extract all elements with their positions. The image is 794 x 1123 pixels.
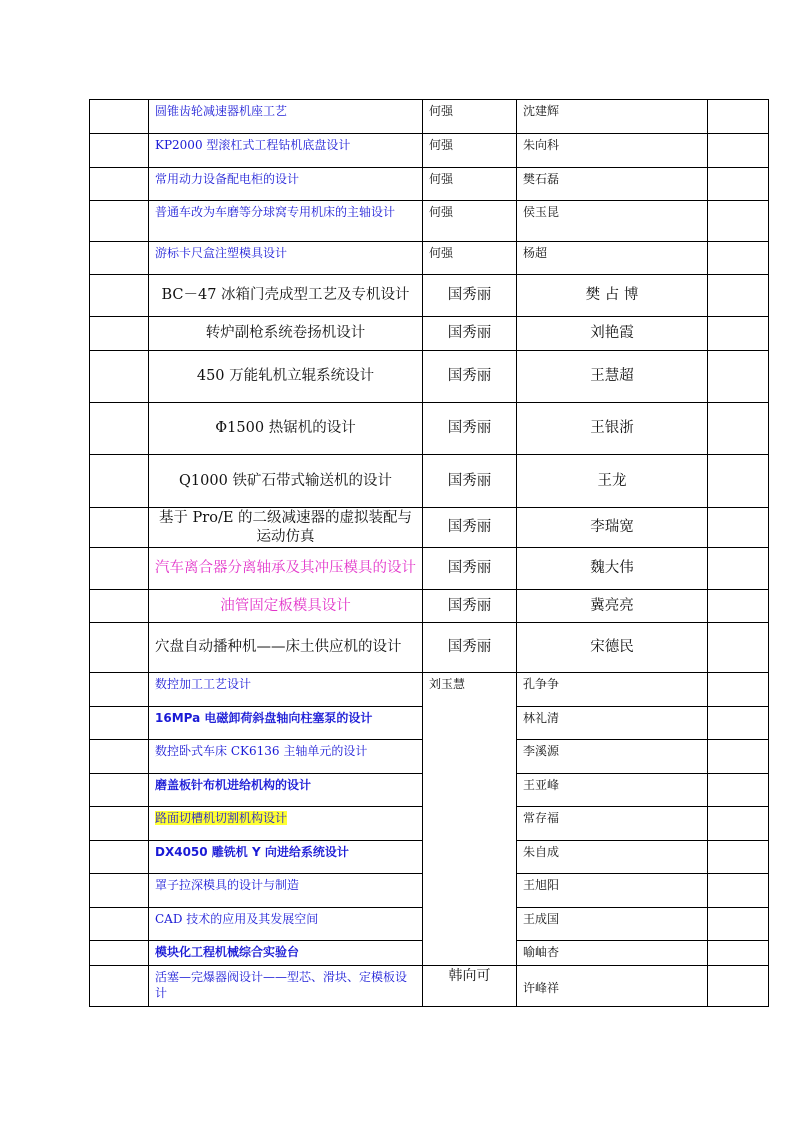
index-cell	[90, 351, 149, 403]
advisor-cell: 何强	[423, 242, 517, 275]
index-cell	[90, 317, 149, 351]
student-cell: 刘艳霞	[517, 317, 708, 351]
table-row	[90, 134, 769, 168]
title-cell: 油管固定板模具设计	[149, 590, 423, 623]
title-cell: 汽车离合器分离轴承及其冲压模具的设计	[149, 548, 423, 590]
advisor-cell: 何强	[423, 168, 517, 201]
advisor-cell: 何强	[423, 201, 517, 242]
index-cell	[90, 908, 149, 941]
advisor-cell: 刘玉慧	[423, 673, 517, 966]
advisor-cell: 国秀丽	[423, 403, 517, 455]
remark-cell	[708, 740, 769, 774]
index-cell	[90, 134, 149, 168]
student-cell: 许峰祥	[517, 966, 708, 1007]
thesis-topic-table	[89, 99, 769, 1007]
advisor-cell: 国秀丽	[423, 548, 517, 590]
index-cell	[90, 403, 149, 455]
student-cell: 王银浙	[517, 403, 708, 455]
title-cell: 穴盘自动播种机——床土供应机的设计	[149, 623, 423, 673]
advisor-cell: 国秀丽	[423, 455, 517, 508]
index-cell	[90, 168, 149, 201]
student-cell: 喻岫杏	[517, 941, 708, 966]
title-cell: 活塞—完爆器阀设计——型芯、滑块、定模板设计	[149, 966, 423, 1007]
advisor-cell: 国秀丽	[423, 317, 517, 351]
index-cell	[90, 874, 149, 908]
title-cell: BC－47 冰箱门壳成型工艺及专机设计	[149, 275, 423, 317]
student-cell: 朱向科	[517, 134, 708, 168]
index-cell	[90, 707, 149, 740]
title-cell: Q1000 铁矿石带式输送机的设计	[149, 455, 423, 508]
title-cell: DX4050 雕铣机 Y 向进给系统设计	[149, 841, 423, 874]
advisor-cell: 何强	[423, 100, 517, 134]
student-cell: 王龙	[517, 455, 708, 508]
student-cell: 王亚峰	[517, 774, 708, 807]
advisor-cell: 何强	[423, 134, 517, 168]
index-cell	[90, 455, 149, 508]
remark-cell	[708, 275, 769, 317]
remark-cell	[708, 100, 769, 134]
remark-cell	[708, 168, 769, 201]
title-cell: KP2000 型滚杠式工程钻机底盘设计	[149, 134, 423, 168]
title-cell: 16MPa 电磁卸荷斜盘轴向柱塞泵的设计	[149, 707, 423, 740]
remark-cell	[708, 841, 769, 874]
title-cell: 常用动力设备配电柜的设计	[149, 168, 423, 201]
student-cell: 宋德民	[517, 623, 708, 673]
index-cell	[90, 623, 149, 673]
remark-cell	[708, 807, 769, 841]
title-cell: 磨盖板针布机进给机构的设计	[149, 774, 423, 807]
table-row	[90, 455, 769, 508]
title-cell: 普通车改为车磨等分球窝专用机床的主轴设计	[149, 201, 423, 242]
index-cell	[90, 807, 149, 841]
index-cell	[90, 242, 149, 275]
index-cell	[90, 508, 149, 548]
advisor-cell: 国秀丽	[423, 623, 517, 673]
index-cell	[90, 590, 149, 623]
table-row	[90, 242, 769, 275]
title-cell: 模块化工程机械综合实验台	[149, 941, 423, 966]
table-row	[90, 508, 769, 548]
remark-cell	[708, 351, 769, 403]
remark-cell	[708, 403, 769, 455]
student-cell: 沈建辉	[517, 100, 708, 134]
remark-cell	[708, 242, 769, 275]
remark-cell	[708, 317, 769, 351]
title-cell: 游标卡尺盒注塑模具设计	[149, 242, 423, 275]
table-row	[90, 100, 769, 134]
index-cell	[90, 201, 149, 242]
student-cell: 朱自成	[517, 841, 708, 874]
remark-cell	[708, 590, 769, 623]
remark-cell	[708, 623, 769, 673]
highlighted-title: 路面切槽机切割机构设计	[155, 811, 288, 825]
remark-cell	[708, 908, 769, 941]
table-row	[90, 590, 769, 623]
student-cell: 樊石磊	[517, 168, 708, 201]
student-cell: 樊 占 博	[517, 275, 708, 317]
table-row	[90, 673, 769, 707]
student-cell: 杨超	[517, 242, 708, 275]
table-row	[90, 275, 769, 317]
title-cell: CAD 技术的应用及其发展空间	[149, 908, 423, 941]
remark-cell	[708, 874, 769, 908]
title-cell: Φ1500 热锯机的设计	[149, 403, 423, 455]
remark-cell	[708, 455, 769, 508]
table-row	[90, 966, 769, 1007]
title-cell: 圆锥齿轮减速器机座工艺	[149, 100, 423, 134]
title-cell: 基于 Pro/E 的二级减速器的虚拟装配与运动仿真	[149, 508, 423, 548]
student-cell: 侯玉昆	[517, 201, 708, 242]
student-cell: 林礼清	[517, 707, 708, 740]
remark-cell	[708, 134, 769, 168]
title-cell: 转炉副枪系统卷扬机设计	[149, 317, 423, 351]
remark-cell	[708, 966, 769, 1007]
student-cell: 李瑞宽	[517, 508, 708, 548]
student-cell: 魏大伟	[517, 548, 708, 590]
remark-cell	[708, 201, 769, 242]
remark-cell	[708, 548, 769, 590]
index-cell	[90, 673, 149, 707]
remark-cell	[708, 707, 769, 740]
title-cell: 450 万能轧机立辊系统设计	[149, 351, 423, 403]
advisor-cell: 国秀丽	[423, 590, 517, 623]
title-cell	[149, 807, 423, 841]
remark-cell	[708, 508, 769, 548]
table-row	[90, 201, 769, 242]
title-cell: 数控加工工艺设计	[149, 673, 423, 707]
student-cell: 冀亮亮	[517, 590, 708, 623]
table-row	[90, 623, 769, 673]
index-cell	[90, 100, 149, 134]
advisor-cell: 国秀丽	[423, 275, 517, 317]
remark-cell	[708, 673, 769, 707]
remark-cell	[708, 941, 769, 966]
table-row	[90, 403, 769, 455]
table-row	[90, 548, 769, 590]
title-cell: 数控卧式车床 CK6136 主轴单元的设计	[149, 740, 423, 774]
advisor-cell: 韩向可	[423, 966, 517, 1007]
index-cell	[90, 548, 149, 590]
student-cell: 李溪源	[517, 740, 708, 774]
table-row	[90, 351, 769, 403]
index-cell	[90, 740, 149, 774]
table-row	[90, 317, 769, 351]
student-cell: 王成国	[517, 908, 708, 941]
student-cell: 孔争争	[517, 673, 708, 707]
remark-cell	[708, 774, 769, 807]
index-cell	[90, 941, 149, 966]
student-cell: 常存福	[517, 807, 708, 841]
index-cell	[90, 275, 149, 317]
index-cell	[90, 966, 149, 1007]
index-cell	[90, 774, 149, 807]
student-cell: 王慧超	[517, 351, 708, 403]
advisor-cell: 国秀丽	[423, 351, 517, 403]
student-cell: 王旭阳	[517, 874, 708, 908]
index-cell	[90, 841, 149, 874]
title-cell: 罩子拉深模具的设计与制造	[149, 874, 423, 908]
table-row	[90, 168, 769, 201]
advisor-cell: 国秀丽	[423, 508, 517, 548]
